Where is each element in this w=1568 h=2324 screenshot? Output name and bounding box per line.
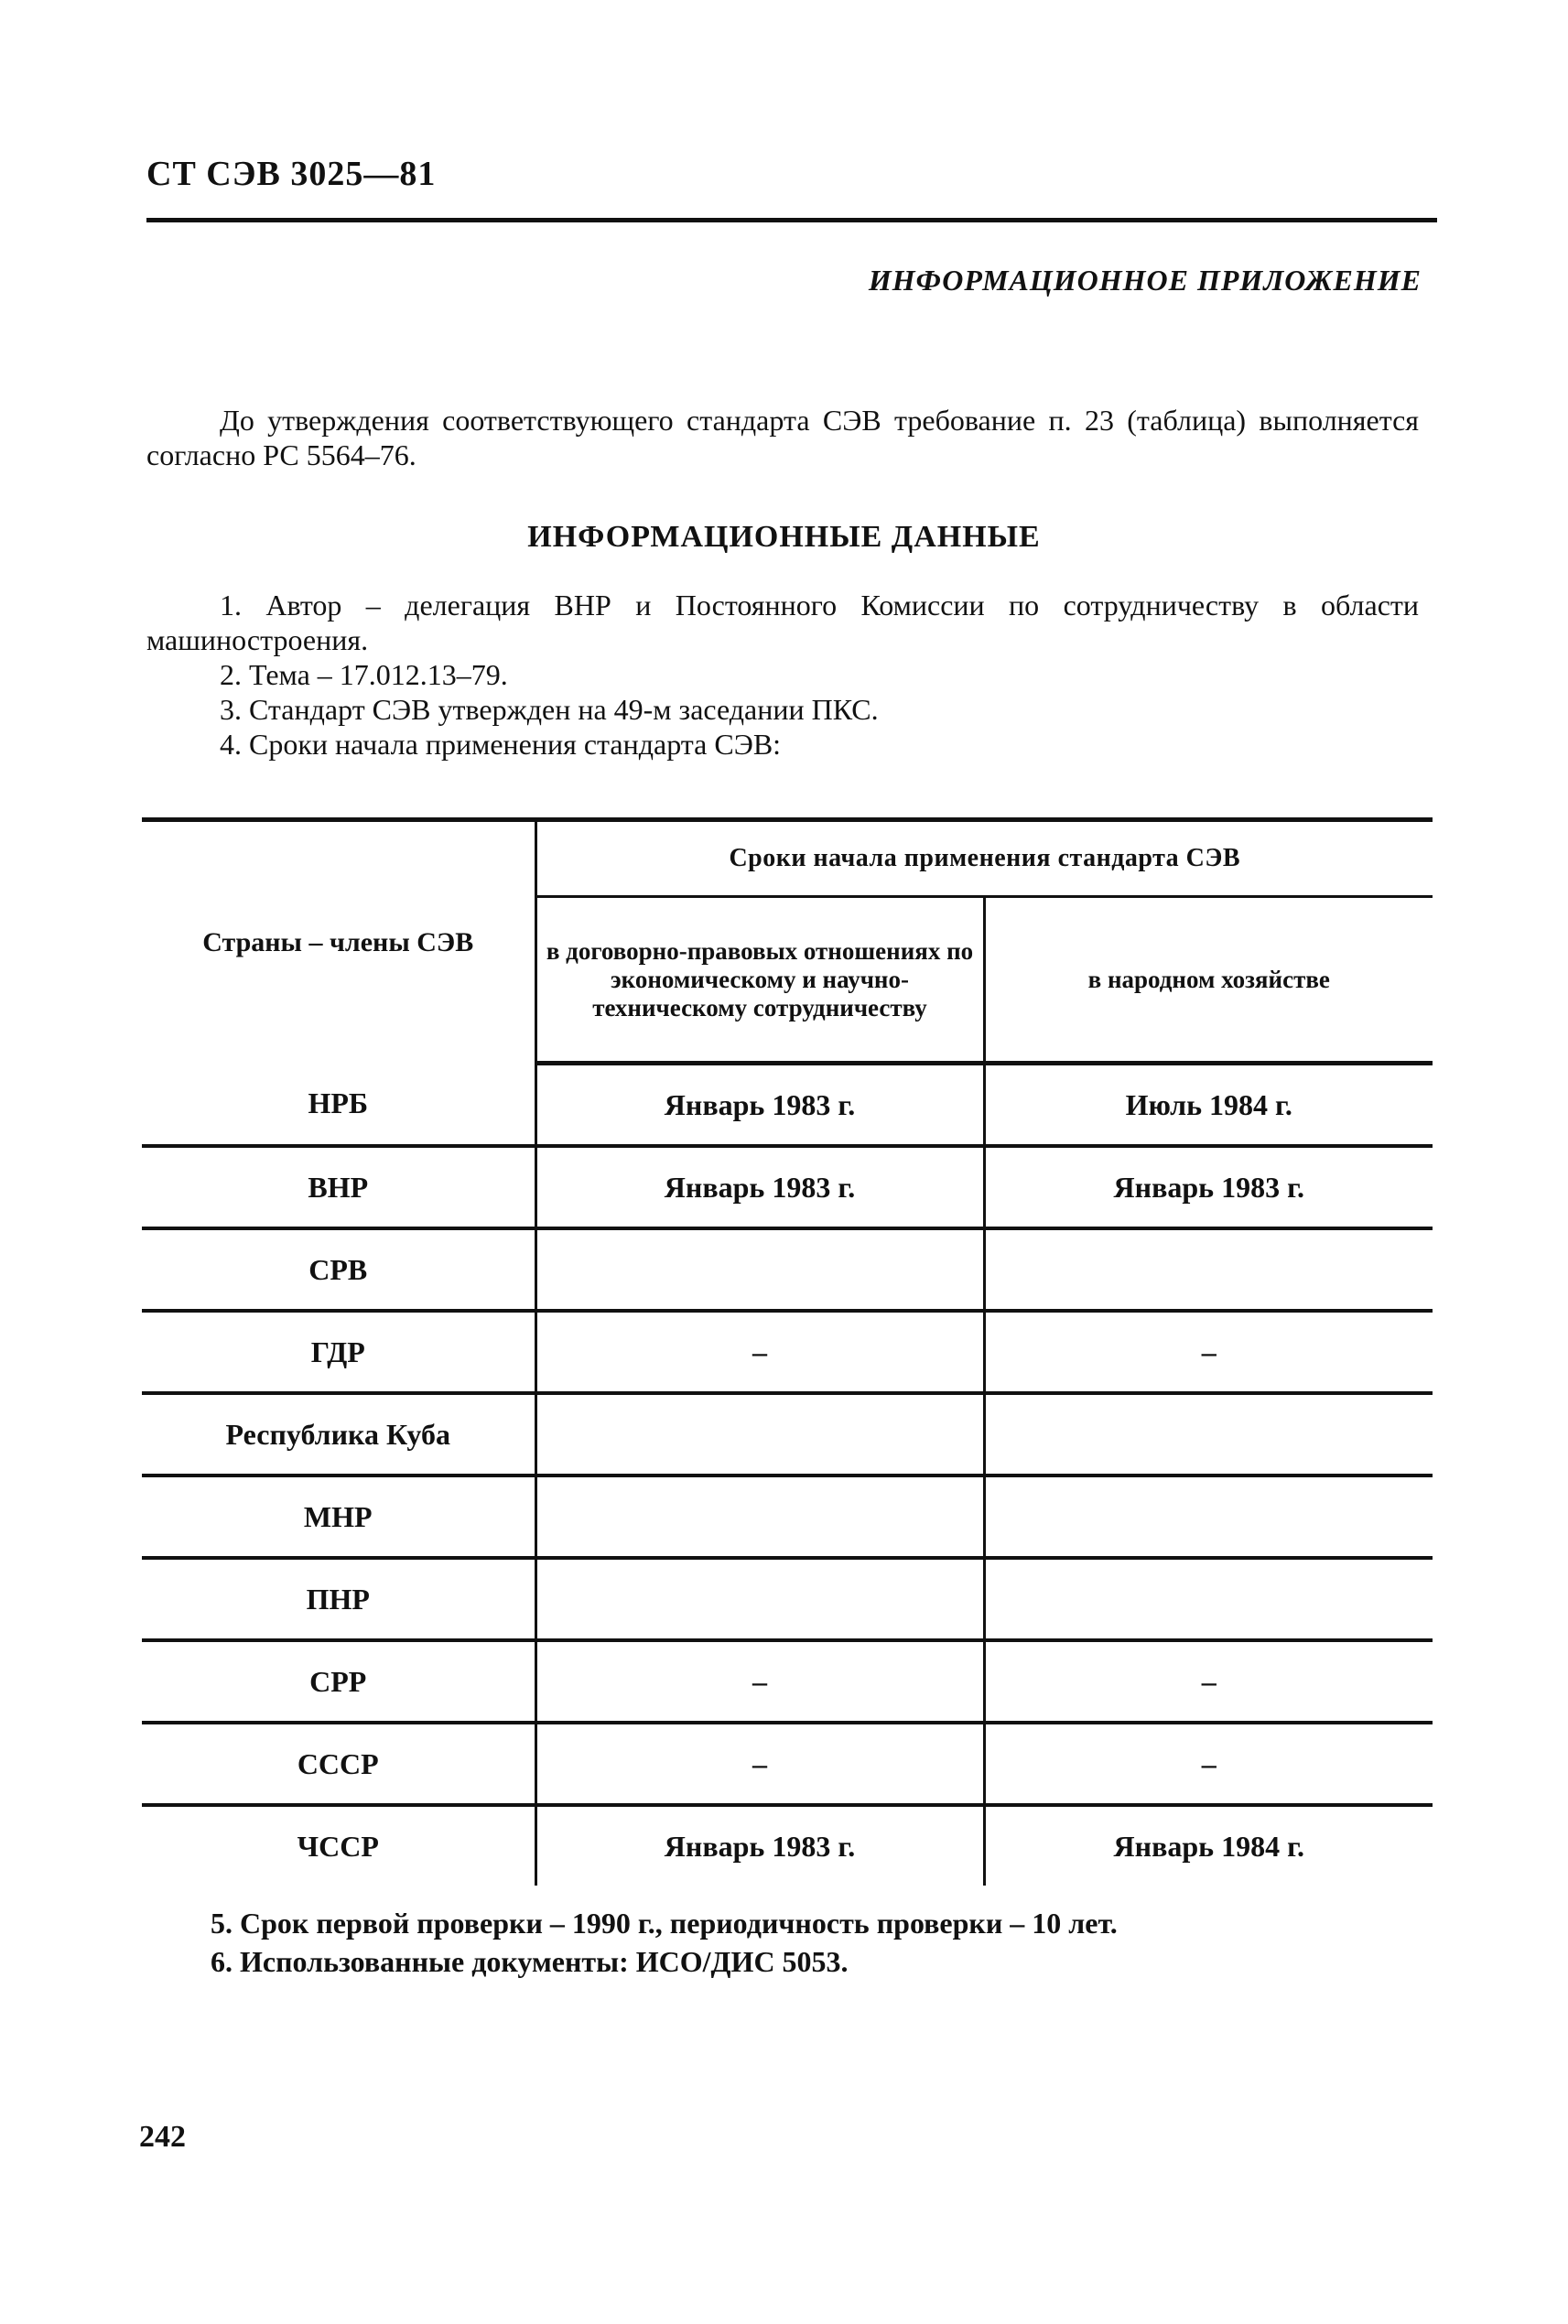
- section-title: ИНФОРМАЦИОННЫЕ ДАННЫЕ: [527, 520, 1041, 554]
- info-item: 1. Автор – делегация ВНР и Постоянного Комиссии по сотрудничеству в области машиностроения.: [146, 589, 1419, 656]
- footer-item: 5. Срок первой проверки – 1990 г., периодичность проверки – 10 лет.: [211, 1907, 1118, 1940]
- country-cell: СРР: [142, 1640, 535, 1723]
- table-row: [142, 1558, 1433, 1640]
- info-list: [146, 588, 1419, 762]
- table-row: [142, 1228, 1433, 1311]
- country-cell: ВНР: [142, 1146, 535, 1228]
- economy-date-cell: [984, 1475, 1433, 1558]
- economy-date-cell: [984, 1393, 1433, 1475]
- contract-date-cell: [535, 1228, 984, 1311]
- appendix-label: ИНФОРМАЦИОННОЕ ПРИЛОЖЕНИЕ: [868, 264, 1422, 297]
- contract-date-cell: –: [535, 1311, 984, 1393]
- table-row: [142, 1723, 1433, 1805]
- implementation-table: [142, 817, 1433, 1886]
- economy-date-cell: [984, 1228, 1433, 1311]
- country-cell: СССР: [142, 1723, 535, 1805]
- economy-date-cell: –: [984, 1723, 1433, 1805]
- economy-date-cell: Июль 1984 г.: [984, 1064, 1433, 1147]
- contract-date-cell: Январь 1983 г.: [535, 1805, 984, 1886]
- info-item: 4. Сроки начала применения стандарта СЭВ:: [220, 728, 782, 761]
- country-cell: ГДР: [142, 1311, 535, 1393]
- contract-date-cell: Январь 1983 г.: [535, 1146, 984, 1228]
- table-row: [142, 1311, 1433, 1393]
- table-row: [142, 1146, 1433, 1228]
- header-group: Сроки начала применения стандарта СЭВ: [535, 820, 1433, 897]
- contract-date-cell: [535, 1475, 984, 1558]
- info-item: 3. Стандарт СЭВ утвержден на 49-м заседании ПКС.: [220, 693, 879, 726]
- country-cell: ПНР: [142, 1558, 535, 1640]
- country-cell: СРВ: [142, 1228, 535, 1311]
- footer-item: 6. Использованные документы: ИСО/ДИС 5053.: [211, 1945, 849, 1978]
- header-contract: в договорно-правовых отношениях по экономическому и научно-техническому сотрудничеству: [535, 897, 984, 1064]
- table-row: [142, 1064, 1433, 1147]
- standard-code: СТ СЭВ 3025—81: [146, 155, 437, 193]
- economy-date-cell: [984, 1558, 1433, 1640]
- header-countries: Страны – члены СЭВ: [142, 820, 535, 1064]
- table-row: [142, 1640, 1433, 1723]
- footer-list: [211, 1904, 1118, 1981]
- contract-date-cell: Январь 1983 г.: [535, 1064, 984, 1147]
- intro-paragraph: До утверждения соответствующего стандарта СЭВ требование п. 23 (таблица) выполняется согласно РС 5564–76.: [146, 404, 1419, 471]
- info-item: 2. Тема – 17.012.13–79.: [220, 658, 508, 691]
- table-row: [142, 1393, 1433, 1475]
- page-number: 242: [139, 2120, 186, 2154]
- economy-date-cell: –: [984, 1311, 1433, 1393]
- economy-date-cell: Январь 1983 г.: [984, 1146, 1433, 1228]
- country-cell: МНР: [142, 1475, 535, 1558]
- country-cell: НРБ: [142, 1064, 535, 1147]
- country-cell: Республика Куба: [142, 1393, 535, 1475]
- contract-date-cell: –: [535, 1640, 984, 1723]
- contract-date-cell: [535, 1558, 984, 1640]
- economy-date-cell: Январь 1984 г.: [1113, 1829, 1304, 1863]
- contract-date-cell: –: [535, 1723, 984, 1805]
- header-economy: в народном хозяйстве: [984, 897, 1433, 1064]
- economy-date-cell: –: [984, 1640, 1433, 1723]
- country-cell: ЧССР: [142, 1805, 535, 1886]
- table-row: [142, 1475, 1433, 1558]
- table-row: [142, 1805, 1433, 1886]
- header-rule: [146, 218, 1437, 222]
- contract-date-cell: [535, 1393, 984, 1475]
